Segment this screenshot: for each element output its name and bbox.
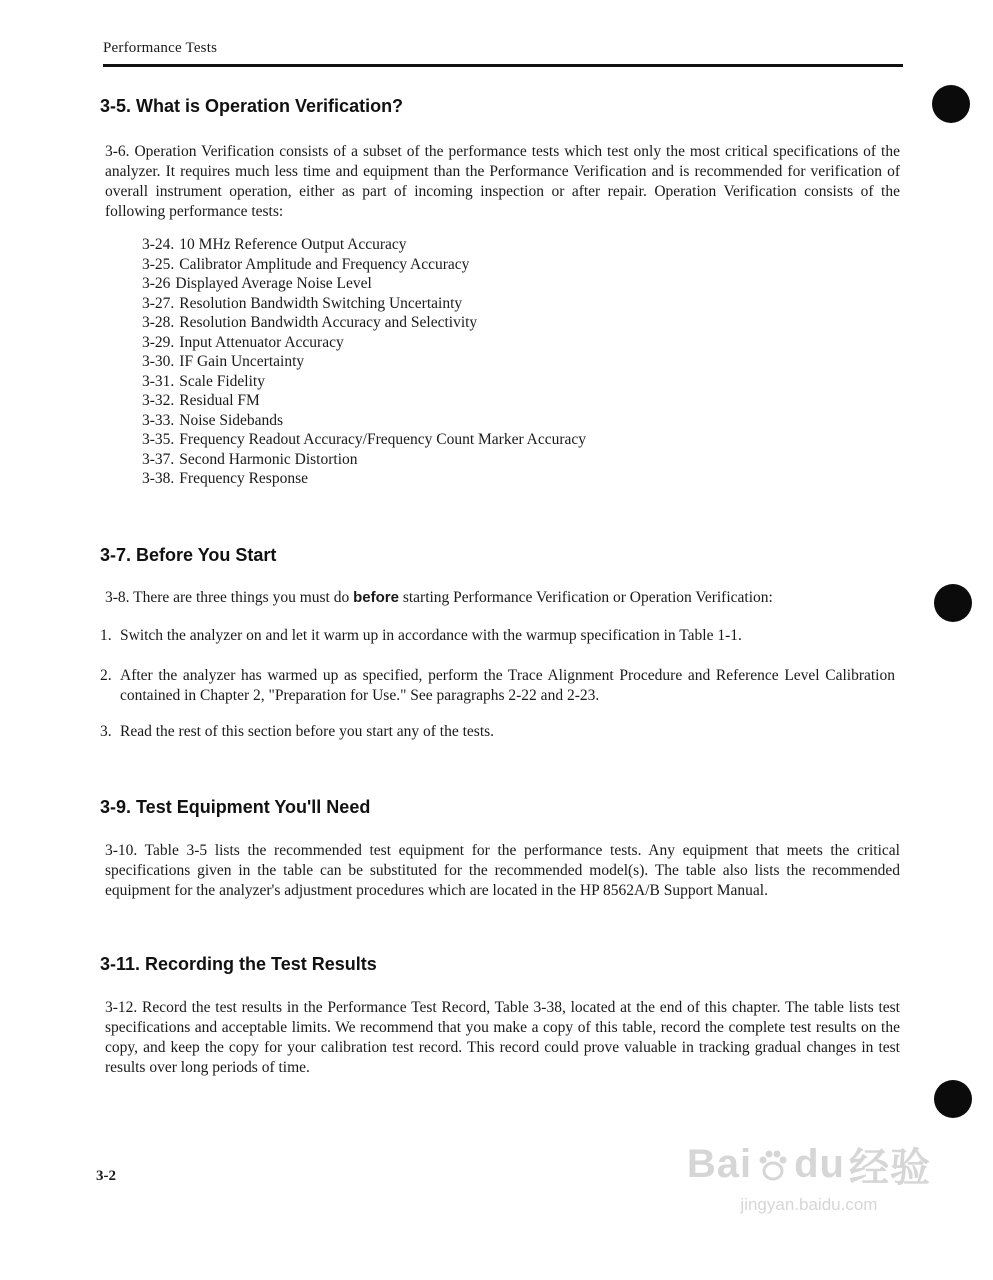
baidu-watermark [687,1136,931,1215]
list-item: 3-29. Input Attenuator Accuracy [142,333,344,351]
paragraph-3-10: 3-10. Table 3-5 lists the recommended test equipment for the performance tests. Any equipment that meets the critical specifications given in the table can be substituted for the recommended model(s). The table also lists the recommended equipment for the analyzer's adjustment procedures which are located in the HP 8562A/B Support Manual. [105,842,900,899]
list-item: 3-27. Resolution Bandwidth Switching Uncertainty [142,294,463,312]
operation-verification-test-list [142,235,586,489]
list-item: 3-38. Frequency Response [142,470,309,487]
page-number: 3-2 [96,1168,116,1184]
watermark-url: jingyan.baidu.com [740,1195,878,1214]
binder-hole [934,1080,972,1118]
list-item: 3-28. Resolution Bandwidth Accuracy and Selectivity [142,314,478,331]
header-rule [103,64,903,67]
binder-hole [934,584,972,622]
section-heading-3-9: 3-9. Test Equipment You'll Need [100,797,371,817]
running-header: Performance Tests [103,40,218,56]
paragraph-3-8: 3-8. There are three things you must do before starting Performance Verification or Operation Verification: [105,589,773,606]
list-item: 3-35. Frequency Readout Accuracy/Frequency Count Marker Accuracy [142,431,587,448]
list-item: 3-26 Displayed Average Noise Level [142,275,372,292]
step-3: 3. Read the rest of this section before you start any of the tests. [100,723,495,740]
step-1: 1. Switch the analyzer on and let it warm up in accordance with the warmup specification in Table 1-1. [100,627,742,644]
list-item: 3-31. Scale Fidelity [142,372,265,390]
binder-hole [932,85,970,123]
list-item: 3-37. Second Harmonic Distortion [142,450,358,468]
list-item: 3-25. Calibrator Amplitude and Frequency Accuracy [142,255,470,273]
watermark-logo: Bai du 经验 [686,1142,931,1190]
section-heading-3-11: 3-11. Recording the Test Results [100,954,377,974]
section-heading-3-5: 3-5. What is Operation Verification? [100,96,404,116]
paragraph-3-12: 3-12. Record the test results in the Performance Test Record, Table 3-38, located at the end of this chapter. The table lists test specifications and acceptable limits. We recommend that you make a copy of this table, record the complete test results on the copy, and keep the copy for your calibration test record. This record could prove valuable in tracking gradual changes in test results over long periods of time. [105,999,900,1076]
list-item: 3-32. Residual FM [142,392,260,409]
list-item: 3-33. Noise Sidebands [142,411,284,429]
step-2: 2. After the analyzer has warmed up as specified, perform the Trace Alignment Procedure and Reference Level Calibration contained in Chapter 2, "Preparation for Use." See paragraphs 2-22 and 2-23. [100,667,895,704]
paragraph-3-6: 3-6. Operation Verification consists of a subset of the performance tests which test only the most critical specifications of the analyzer. It requires much less time and equipment than the Performance Verification and is recommended for verification of overall instrument operation, either as part of incoming inspection or after repair. Operation Verification consists of the following performance tests: [105,143,900,220]
paw-icon [756,1148,790,1182]
list-item: 3-30. IF Gain Uncertainty [142,353,305,370]
section-heading-3-7: 3-7. Before You Start [100,545,277,565]
list-item: 3-24. 10 MHz Reference Output Accuracy [142,236,407,253]
